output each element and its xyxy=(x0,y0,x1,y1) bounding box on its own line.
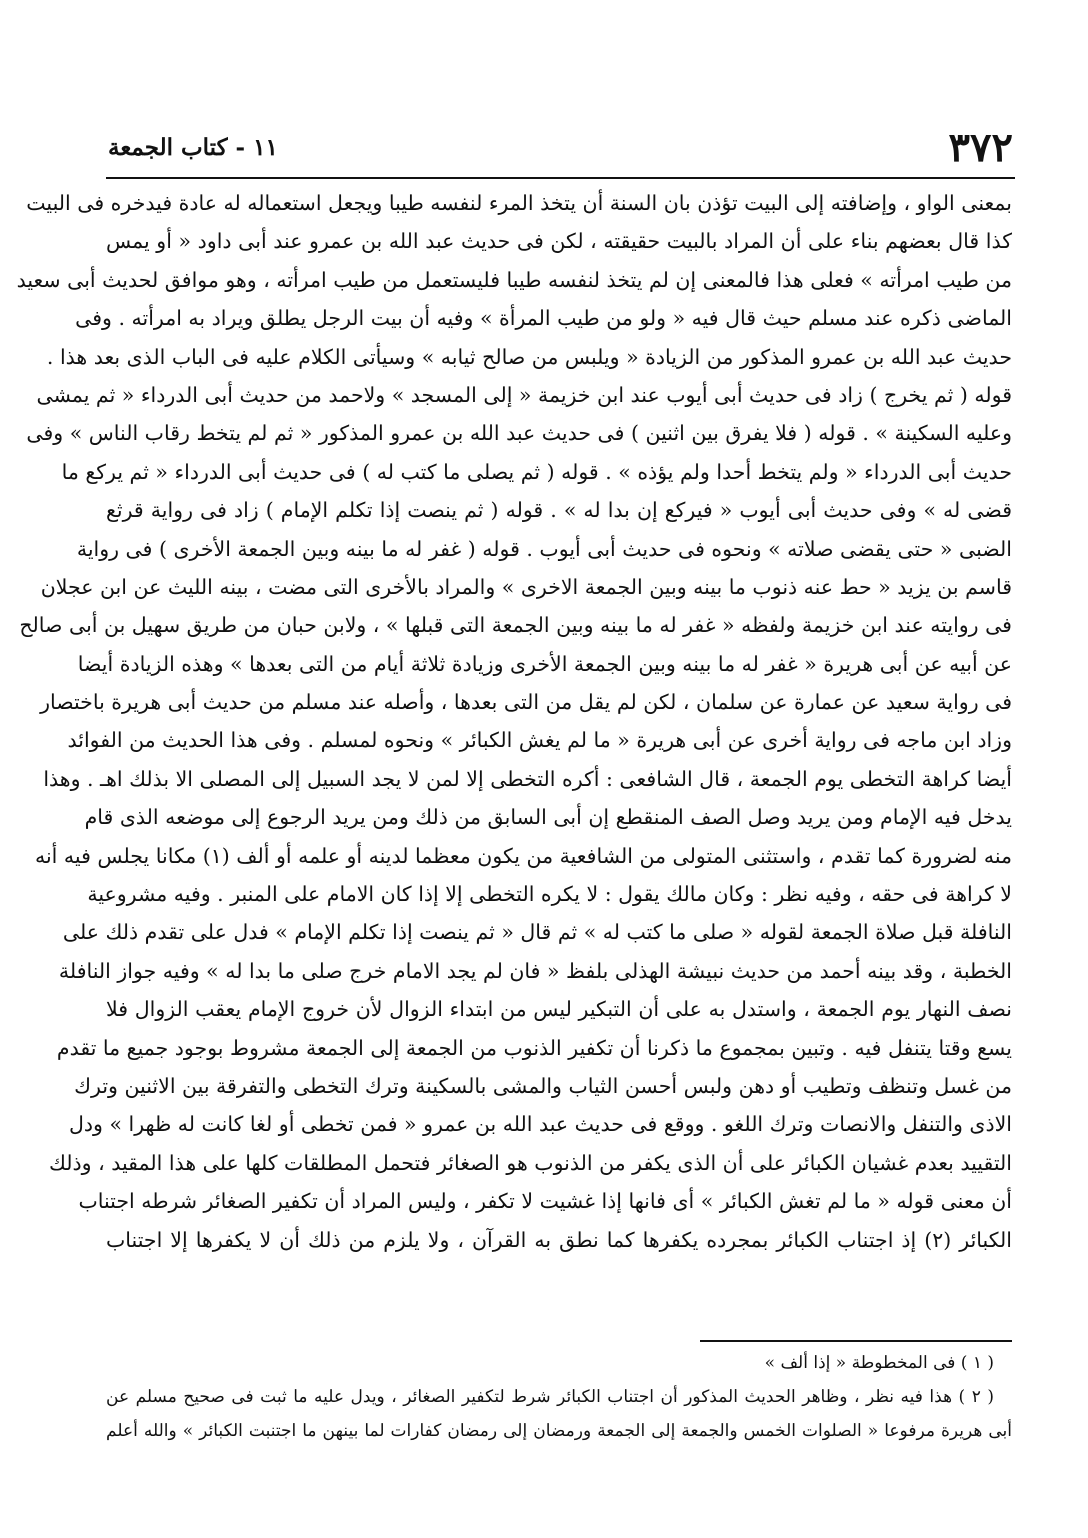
text-line: يسع وقتا يتنفل فيه . وتبين بمجموع ما ذكرنا أن تكفير الذنوب من الجمعة إلى الجمعة مشروط بوجود جميع ما تقدم xyxy=(56,1035,1012,1060)
text-line: قاسم بن يزيد « حط عنه ذنوب ما بينه وبين الجمعة الاخرى » والمراد بالأخرى التى مضت ، بينه الليث عن ابن عجلان xyxy=(40,574,1012,599)
footnote-2: ( ٢ ) هذا فيه نظر ، وظاهر الحديث المذكور أن اجتناب الكبائر شرط لتكفير الصغائر ، ويدل عليه ما ثبت فى صحيح مسلم عن xyxy=(106,1387,994,1407)
page-header xyxy=(108,124,1013,172)
text-line: أن معنى قوله « ما لم تغش الكبائر » أى فانها إذا غشيت لا تكفر ، وليس المراد أن تكفير الصغائر شرطه اجتناب xyxy=(78,1189,1012,1214)
text-line: أيضا كراهة التخطى يوم الجمعة ، قال الشافعى : أكره التخطى إلا لمن لا يجد السبيل إلى المصلى الا بذلك اهـ . وهذا xyxy=(43,766,1012,791)
text-line: الخطبة ، وقد بينه أحمد من حديث نبيشة الهذلى بلفظ « فان لم يجد الامام خرج صلى ما بدا له » وفيه جواز النافلة xyxy=(58,958,1012,983)
text-line: بمعنى الواو ، وإضافته إلى البيت تؤذن بان السنة أن يتخذ المرء لنفسه طيبا ويجعل استعماله له عادة فيدخره فى البيت xyxy=(26,191,1012,215)
text-line: فى رواية سعيد عن عمارة عن سلمان ، لكن لم يقل من التى بعدها ، وأصله عند مسلم من حديث أبى هريرة باختصار xyxy=(40,690,1012,715)
text-line: الماضى ذكره عند مسلم حيث قال فيه « ولو من طيب المرأة » وفيه أن بيت الرجل يطلق ويراد به امرأته . وفى xyxy=(75,306,1012,331)
text-line: قضى له » وفى حديث أبى أيوب « فيركع إن بدا له » . قوله ( ثم ينصت إذا تكلم الإمام ) زاد فى رواية قرثع xyxy=(106,498,1012,523)
footnote-1: ( ١ ) فى المخطوطة « إذا ألف » xyxy=(764,1353,994,1373)
text-line: وزاد ابن ماجه فى رواية أخرى عن أبى هريرة « ما لم يغش الكبائر » ونحوه لمسلم . وفى هذا الحديث من الفوائد xyxy=(67,728,1012,753)
footnotes xyxy=(106,1346,1012,1448)
footnote-divider xyxy=(700,1340,1012,1342)
page-number: ٣٧٢ xyxy=(948,124,1013,171)
text-line: حديث أبى الدرداء « ولم يتخط أحدا ولم يؤذه » . قوله ( ثم يصلى ما كتب له ) فى حديث أبى الدرداء « ثم يركع ما xyxy=(61,459,1012,484)
text-line: لا كراهة فى حقه ، وفيه نظر : وكان مالك يقول : لا يكره التخطى إلا إذا كان الامام على المنبر . وفيه مشروعية xyxy=(87,882,1012,907)
text-line: نصف النهار يوم الجمعة ، واستدل به على أن التبكير ليس من ابتداء الزوال لأن خروج الإمام يعقب الزوال فلا xyxy=(106,997,1012,1022)
text-line: فى روايته عند ابن خزيمة ولفظه « غفر له ما بينه وبين الجمعة التى قبلها » ، ولابن حبان من طريق سهيل بن أبى صالح xyxy=(19,613,1012,638)
running-title: ١١ - كتاب الجمعة xyxy=(108,134,278,161)
text-line: كذا قال بعضهم بناء على أن المراد بالبيت حقيقته ، لكن فى حديث عبد الله بن عمرو عند أبى داود « أو يمس xyxy=(106,229,1012,254)
text-line: الكبائر (٢) إذ اجتناب الكبائر بمجرده يكفرها كما نطق به القرآن ، ولا يلزم من ذلك أن لا يكفرها إلا اجتناب xyxy=(106,1227,1012,1252)
text-line: يدخل فيه الإمام ومن يريد وصل الصف المنقطع إن أبى السابق من ذلك ومن يريد الرجوع إلى موضعه الذى قام xyxy=(84,805,1012,830)
main-text xyxy=(16,184,1012,1259)
text-line: الاذى والتنفل والانصات وترك اللغو . ووقع فى حديث عبد الله بن عمرو « فمن تخطى أو لغا كانت له ظهرا » ودل xyxy=(69,1112,1012,1137)
text-line: وعليه السكينة » . قوله ( فلا يفرق بين اثنين ) فى حديث عبد الله بن عمرو المذكور « ثم لم يتخط رقاب الناس » وفى xyxy=(26,421,1012,446)
text-line: حديث عبد الله بن عمرو المذكور من الزيادة « ويلبس من صالح ثيابه » وسيأتى الكلام عليه فى الباب الذى بعد هذا . xyxy=(46,344,1012,369)
text-line: من طيب امرأته » فعلى هذا فالمعنى إن لم يتخذ لنفسه طيبا فليستعمل من طيب امرأته ، وهو موافق لحديث أبى سعيد xyxy=(16,267,1012,292)
header-divider xyxy=(106,177,1015,179)
text-line: الضبى « حتى يقضى صلاته » ونحوه فى حديث أبى أيوب . قوله ( غفر له ما بينه وبين الجمعة الأخرى ) فى رواية xyxy=(76,536,1012,561)
text-line: عن أبيه عن أبى هريرة « غفر له ما بينه وبين الجمعة الأخرى وزيادة ثلاثة أيام من التى بعدها » وهذه الزيادة أيضا xyxy=(77,651,1012,676)
footnote-2-continued: أبى هريرة مرفوعا « الصلوات الخمس والجمعة إلى الجمعة ورمضان إلى رمضان كفارات لما بينهن ما اجتنبت الكبائر » والله أعلم xyxy=(106,1421,1012,1441)
text-line: التقييد بعدم غشيان الكبائر على أن الذى يكفر من الذنوب هو الصغائر فتحمل المطلقات كلها على هذا المقيد ، وذلك xyxy=(49,1150,1012,1175)
text-line: منه لضرورة كما تقدم ، واستثنى المتولى من الشافعية من يكون معظما لدينه أو علمه أو ألف (١) مكانا يجلس فيه أنه xyxy=(34,843,1012,868)
text-line: قوله ( ثم يخرج ) زاد فى حديث أبى أيوب عند ابن خزيمة « إلى المسجد » ولاحمد من حديث أبى الدرداء « ثم يمشى xyxy=(36,382,1012,407)
text-line: من غسل وتنظف وتطيب أو دهن ولبس أحسن الثياب والمشى بالسكينة وترك التخطى والتفرقة بين الاثنين وترك xyxy=(74,1073,1012,1098)
text-line: النافلة قبل صلاة الجمعة لقوله « صلى ما كتب له » ثم قال « ثم ينصت إذا تكلم الإمام » فدل على تقدم ذلك على xyxy=(62,920,1012,945)
